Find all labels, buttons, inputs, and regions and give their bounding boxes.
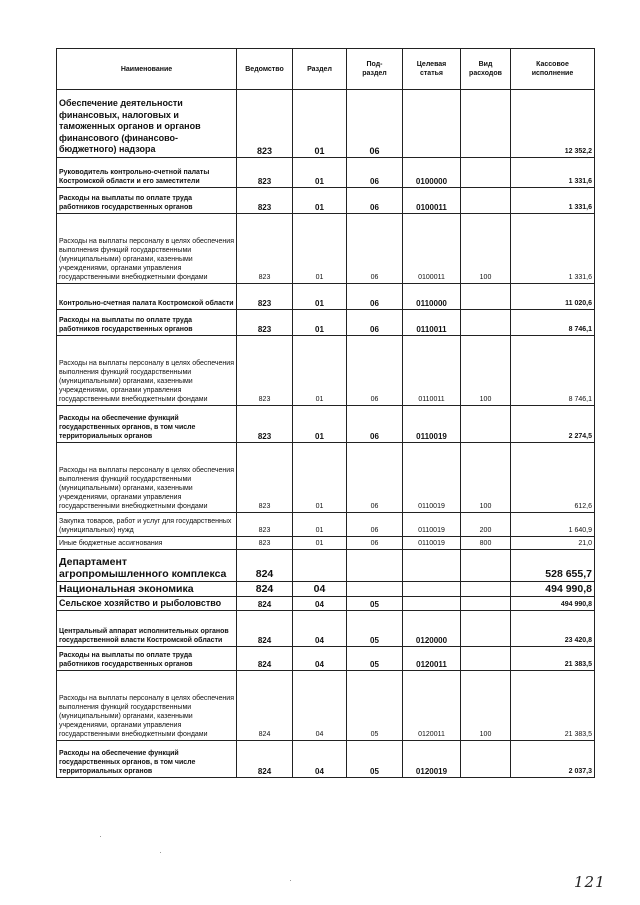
cell-dept: 823 xyxy=(237,537,293,550)
cell-dept: 823 xyxy=(237,406,293,443)
cell-section: 01 xyxy=(293,406,347,443)
cell-amount: 2 037,3 xyxy=(511,741,595,778)
cell-expense: 100 xyxy=(461,214,511,284)
cell-dept: 823 xyxy=(237,284,293,310)
cell-expense xyxy=(461,188,511,214)
cell-section: 01 xyxy=(293,214,347,284)
cell-name: Расходы на выплаты персоналу в целях обеспечения выполнения функций государственными (муниципальными) органами, казенными учреждениями, органами управления государственными внебюджетными фондами xyxy=(57,214,237,284)
cell-name: Расходы на выплаты по оплате труда работников государственных органов xyxy=(57,647,237,671)
cell-amount: 2 274,5 xyxy=(511,406,595,443)
table-row xyxy=(57,158,595,188)
cell-expense xyxy=(461,611,511,647)
cell-target: 0110019 xyxy=(403,443,461,513)
page-number: 121 xyxy=(574,873,606,891)
cell-subsection: 06 xyxy=(347,188,403,214)
cell-name: Расходы на обеспечение функций государственных органов, в том числе территориальных органов xyxy=(57,741,237,778)
cell-target: 0120019 xyxy=(403,741,461,778)
header-subsection: Под- раздел xyxy=(347,49,403,90)
cell-name: Руководитель контрольно-счетной палаты Костромской области и его заместители xyxy=(57,158,237,188)
cell-name: Расходы на выплаты персоналу в целях обеспечения выполнения функций государственными (муниципальными) органами, казенными учреждениями, органами управления государственными внебюджетными фондами xyxy=(57,336,237,406)
cell-subsection: 05 xyxy=(347,597,403,611)
cell-target: 0100011 xyxy=(403,188,461,214)
cell-section: 04 xyxy=(293,647,347,671)
cell-name: Закупка товаров, работ и услуг для государственных (муниципальных) нужд xyxy=(57,513,237,537)
cell-expense xyxy=(461,406,511,443)
cell-section: 01 xyxy=(293,443,347,513)
cell-expense: 100 xyxy=(461,336,511,406)
cell-expense xyxy=(461,284,511,310)
budget-table xyxy=(56,48,595,778)
cell-dept: 823 xyxy=(237,443,293,513)
table-row xyxy=(57,406,595,443)
cell-subsection: 05 xyxy=(347,647,403,671)
cell-expense xyxy=(461,550,511,582)
cell-target: 0120000 xyxy=(403,611,461,647)
cell-dept: 823 xyxy=(237,513,293,537)
cell-section: 01 xyxy=(293,336,347,406)
cell-target xyxy=(403,582,461,597)
budget-sheet xyxy=(56,48,594,778)
cell-name: Расходы на выплаты по оплате труда работников государственных органов xyxy=(57,310,237,336)
cell-amount: 21 383,5 xyxy=(511,647,595,671)
cell-expense: 800 xyxy=(461,537,511,550)
cell-dept: 824 xyxy=(237,741,293,778)
cell-dept: 824 xyxy=(237,582,293,597)
table-row xyxy=(57,611,595,647)
cell-target: 0100011 xyxy=(403,214,461,284)
cell-expense xyxy=(461,582,511,597)
cell-section: 04 xyxy=(293,611,347,647)
cell-target xyxy=(403,90,461,158)
table-row xyxy=(57,597,595,611)
cell-amount: 12 352,2 xyxy=(511,90,595,158)
table-row xyxy=(57,90,595,158)
cell-section: 01 xyxy=(293,513,347,537)
cell-amount: 1 331,6 xyxy=(511,158,595,188)
header-name: Наименование xyxy=(57,49,237,90)
table-row xyxy=(57,336,595,406)
cell-amount: 528 655,7 xyxy=(511,550,595,582)
cell-target: 0110011 xyxy=(403,336,461,406)
cell-subsection: 06 xyxy=(347,284,403,310)
cell-amount: 21,0 xyxy=(511,537,595,550)
table-row xyxy=(57,741,595,778)
cell-target xyxy=(403,550,461,582)
table-row xyxy=(57,513,595,537)
cell-subsection xyxy=(347,582,403,597)
table-row xyxy=(57,647,595,671)
table-row xyxy=(57,671,595,741)
cell-target: 0110011 xyxy=(403,310,461,336)
cell-name: Расходы на выплаты по оплате труда работников государственных органов xyxy=(57,188,237,214)
cell-subsection: 06 xyxy=(347,158,403,188)
cell-dept: 823 xyxy=(237,158,293,188)
cell-amount: 1 640,9 xyxy=(511,513,595,537)
cell-expense xyxy=(461,90,511,158)
cell-expense: 200 xyxy=(461,513,511,537)
table-row xyxy=(57,550,595,582)
cell-expense xyxy=(461,597,511,611)
header-target: Целевая статья xyxy=(403,49,461,90)
cell-subsection xyxy=(347,550,403,582)
table-body xyxy=(57,90,595,778)
cell-name: Расходы на выплаты персоналу в целях обеспечения выполнения функций государственными (муниципальными) органами, казенными учреждениями, органами управления государственными внебюджетными фондами xyxy=(57,671,237,741)
cell-subsection: 06 xyxy=(347,537,403,550)
cell-subsection: 06 xyxy=(347,443,403,513)
cell-section: 01 xyxy=(293,284,347,310)
header-cash: Кассовое исполнение xyxy=(511,49,595,90)
header-row xyxy=(57,49,595,90)
cell-dept: 824 xyxy=(237,550,293,582)
cell-amount: 23 420,8 xyxy=(511,611,595,647)
cell-amount: 494 990,8 xyxy=(511,597,595,611)
cell-subsection: 05 xyxy=(347,611,403,647)
cell-dept: 824 xyxy=(237,611,293,647)
cell-amount: 494 990,8 xyxy=(511,582,595,597)
cell-target: 0120011 xyxy=(403,671,461,741)
cell-subsection: 05 xyxy=(347,671,403,741)
cell-amount: 612,6 xyxy=(511,443,595,513)
table-row xyxy=(57,537,595,550)
cell-target: 0100000 xyxy=(403,158,461,188)
cell-expense xyxy=(461,741,511,778)
cell-target xyxy=(403,597,461,611)
cell-subsection: 06 xyxy=(347,513,403,537)
table-row xyxy=(57,214,595,284)
cell-dept: 824 xyxy=(237,671,293,741)
cell-amount: 11 020,6 xyxy=(511,284,595,310)
cell-expense xyxy=(461,647,511,671)
cell-expense xyxy=(461,158,511,188)
cell-subsection: 05 xyxy=(347,741,403,778)
cell-name: Обеспечение деятельности финансовых, налоговых и таможенных органов и органов финансового (финансово-бюджетного) надзора xyxy=(57,90,237,158)
cell-target: 0110019 xyxy=(403,406,461,443)
cell-section: 04 xyxy=(293,671,347,741)
cell-name: Контрольно-счетная палата Костромской области xyxy=(57,284,237,310)
cell-section: 04 xyxy=(293,741,347,778)
cell-section: 01 xyxy=(293,158,347,188)
cell-amount: 21 383,5 xyxy=(511,671,595,741)
cell-name: Расходы на выплаты персоналу в целях обеспечения выполнения функций государственными (муниципальными) органами, казенными учреждениями, органами управления государственными внебюджетными фондами xyxy=(57,443,237,513)
cell-dept: 823 xyxy=(237,214,293,284)
table-row xyxy=(57,284,595,310)
cell-subsection: 06 xyxy=(347,336,403,406)
cell-target: 0110019 xyxy=(403,513,461,537)
cell-amount: 1 331,6 xyxy=(511,188,595,214)
cell-section: 04 xyxy=(293,597,347,611)
cell-dept: 823 xyxy=(237,310,293,336)
cell-dept: 824 xyxy=(237,647,293,671)
cell-name: Центральный аппарат исполнительных органов государственной власти Костромской области xyxy=(57,611,237,647)
cell-target: 0110000 xyxy=(403,284,461,310)
header-expense: Вид расходов xyxy=(461,49,511,90)
cell-subsection: 06 xyxy=(347,310,403,336)
cell-expense: 100 xyxy=(461,671,511,741)
cell-section: 01 xyxy=(293,310,347,336)
cell-dept: 824 xyxy=(237,597,293,611)
cell-dept: 823 xyxy=(237,188,293,214)
cell-name: Иные бюджетные ассигнования xyxy=(57,537,237,550)
cell-amount: 8 746,1 xyxy=(511,336,595,406)
cell-section: 01 xyxy=(293,90,347,158)
cell-subsection: 06 xyxy=(347,90,403,158)
cell-section xyxy=(293,550,347,582)
header-section: Раздел xyxy=(293,49,347,90)
cell-amount: 8 746,1 xyxy=(511,310,595,336)
cell-name: Департамент агропромышленного комплекса xyxy=(57,550,237,582)
header-dept: Ведомство xyxy=(237,49,293,90)
cell-section: 01 xyxy=(293,188,347,214)
table-row xyxy=(57,582,595,597)
cell-dept: 823 xyxy=(237,90,293,158)
cell-expense xyxy=(461,310,511,336)
cell-amount: 1 331,6 xyxy=(511,214,595,284)
cell-section: 04 xyxy=(293,582,347,597)
cell-name: Национальная экономика xyxy=(57,582,237,597)
cell-expense: 100 xyxy=(461,443,511,513)
table-row xyxy=(57,443,595,513)
cell-target: 0120011 xyxy=(403,647,461,671)
cell-section: 01 xyxy=(293,537,347,550)
cell-dept: 823 xyxy=(237,336,293,406)
table-row xyxy=(57,310,595,336)
table-row xyxy=(57,188,595,214)
cell-name: Расходы на обеспечение функций государственных органов, в том числе территориальных органов xyxy=(57,406,237,443)
cell-target: 0110019 xyxy=(403,537,461,550)
cell-name: Сельское хозяйство и рыболовство xyxy=(57,597,237,611)
cell-subsection: 06 xyxy=(347,406,403,443)
cell-subsection: 06 xyxy=(347,214,403,284)
